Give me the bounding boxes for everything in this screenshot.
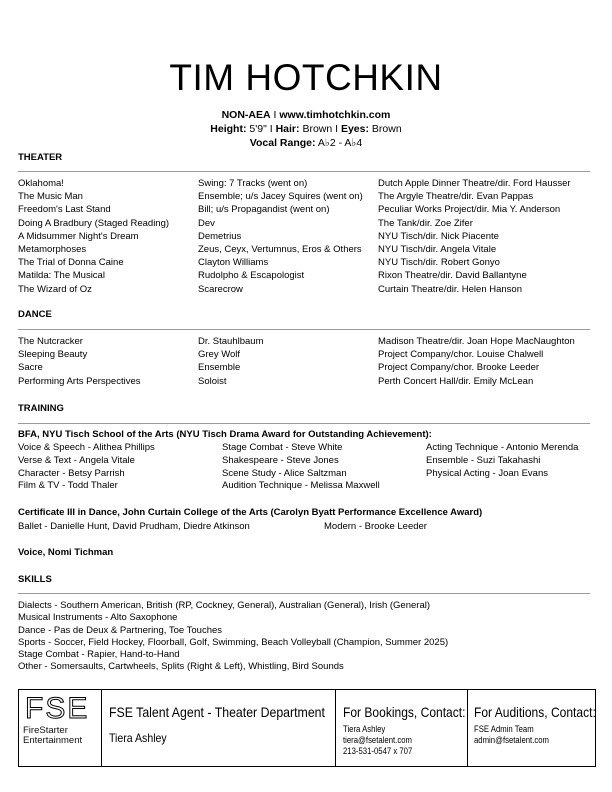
skill-line: Stage Combat - Rapier, Hand-to-Hand (18, 649, 180, 661)
height-value: 5'9" (249, 123, 267, 135)
credit-role: Ensemble (198, 362, 241, 374)
bookings-title: For Bookings, Contact: (343, 704, 466, 720)
hair-value: Brown (302, 123, 333, 135)
training-class: Acting Technique - Antonio Merenda (426, 442, 579, 453)
credit-venue: Project Company/chor. Brooke Leeder (378, 362, 540, 374)
training-class: Verse & Text - Angela Vitale (18, 454, 135, 466)
credit-venue: Project Company/chor. Louise Chalwell (378, 349, 544, 361)
actor-name: TIM HOTCHKIN (169, 57, 443, 98)
credit-row (18, 256, 598, 269)
training-class: Shakespeare - Steve Jones (222, 454, 339, 466)
credit-show: Doing A Bradbury (Staged Reading) (18, 217, 170, 229)
vocal-range-label: Vocal Range: (249, 137, 316, 149)
logo-line-1: FireStarter (23, 725, 68, 736)
credit-row (18, 190, 598, 203)
skill-line: Dance - Pas de Deux & Partnering, Toe Touches (18, 624, 223, 636)
credit-show: The Wizard of Oz (18, 283, 92, 295)
union-status: NON-AEA (221, 109, 271, 121)
credit-row (18, 335, 598, 348)
credit-show: Metamorphoses (18, 243, 87, 255)
skills-list (18, 600, 598, 674)
credit-role: Dr. Stauhlbaum (198, 336, 264, 347)
height-label: Height: (210, 123, 247, 135)
auditions-title: For Auditions, Contact: (474, 704, 596, 720)
dance-divider (18, 329, 590, 330)
training-class: Ensemble - Suzi Takahashi (426, 454, 541, 466)
credit-show: Matilda: The Musical (18, 270, 105, 282)
training-class (426, 480, 598, 493)
credit-role: Clayton Williams (198, 257, 269, 269)
credit-role: Grey Wolf (198, 349, 241, 361)
footer-divider (335, 690, 336, 766)
credit-venue: Madison Theatre/dir. Joan Hope MacNaughton (378, 336, 575, 347)
credit-venue: NYU Tisch/dir. Robert Gonyo (378, 257, 500, 269)
credit-row (18, 283, 598, 296)
training-row (18, 480, 598, 493)
credit-show: Freedom's Last Stand (18, 204, 111, 216)
cert-row (18, 520, 598, 533)
credit-role: Dev (198, 217, 215, 229)
credit-role: Scarecrow (198, 283, 243, 295)
credit-row (18, 177, 598, 190)
training-class: Scene Study - Alice Saltzman (222, 467, 347, 479)
separator: I (270, 109, 280, 121)
credit-row (18, 269, 598, 282)
credit-row (18, 348, 598, 361)
bookings-name: Tiera Ashley (343, 724, 386, 734)
credit-venue: The Argyle Theatre/dir. Evan Pappas (378, 191, 534, 203)
skill-line: Dialects - Southern American, British (RP, Cockney, General), Australian (General), Irish (General) (18, 600, 431, 611)
dance-heading: DANCE (18, 309, 52, 320)
bookings-phone[interactable]: 213-531-0547 x 707 (343, 746, 413, 756)
credit-role: Zeus, Ceyx, Vertumnus, Eros & Others (198, 243, 362, 255)
theater-divider (18, 171, 590, 172)
training-class: Character - Betsy Parrish (18, 467, 125, 479)
website-link[interactable]: www.timhotchkin.com (279, 109, 391, 121)
credit-venue: Rixon Theatre/dir. David Ballantyne (378, 270, 527, 282)
credit-venue: The Tank/dir. Zoe Zifer (378, 217, 473, 229)
credit-role: Swing: 7 Tracks (went on) (198, 178, 308, 189)
skill-line: Musical Instruments - Alto Saxophone (18, 612, 178, 624)
credit-row (18, 361, 598, 374)
credit-venue: Perth Concert Hall/dir. Emily McLean (378, 375, 534, 387)
physical-stats-line (0, 123, 612, 136)
training-row (18, 468, 598, 481)
theater-credits (18, 177, 598, 296)
credit-role: Demetrius (198, 230, 242, 242)
credit-venue: NYU Tisch/dir. Nick Piacente (378, 230, 499, 242)
credit-show: Sacre (18, 362, 43, 374)
credit-venue: Peculiar Works Project/dir. Mia Y. Anderson (378, 204, 561, 216)
bookings-email[interactable]: tiera@fsetalent.com (343, 735, 412, 745)
logo-line-2: Entertainment (23, 735, 83, 746)
voice-training: Voice, Nomi Tichman (18, 547, 114, 558)
training-heading: TRAINING (18, 403, 64, 414)
vocal-range-value: A♭2 - A♭4 (317, 137, 363, 149)
bfa-teachers (18, 442, 598, 493)
auditions-email[interactable]: admin@fsetalent.com (474, 735, 549, 745)
bfa-title: BFA, NYU Tisch School of the Arts (NYU Tisch Drama Award for Outstanding Achievement): (18, 429, 432, 440)
modern-teachers: Modern - Brooke Leeder (324, 521, 427, 532)
skill-line: Other - Somersaults, Cartwheels, Splits (Right & Left), Whistling, Bird Sounds (18, 661, 344, 673)
credit-show: Oklahoma! (18, 178, 64, 189)
footer-divider (467, 690, 468, 766)
credit-row (18, 375, 598, 388)
training-row (18, 455, 598, 468)
credit-role: Bill; u/s Propagandist (went on) (198, 204, 330, 216)
credit-show: The Music Man (18, 191, 83, 203)
cert-title: Certificate III in Dance, John Curtain College of the Arts (Carolyn Byatt Performance Excellence Award) (18, 507, 483, 518)
credit-row (18, 203, 598, 216)
credit-venue: Dutch Apple Dinner Theatre/dir. Ford Hausser (378, 178, 571, 189)
training-class: Physical Acting - Joan Evans (426, 467, 548, 479)
logo-wordmark: FSE (25, 692, 90, 725)
auditions-name: FSE Admin Team (474, 724, 534, 734)
credit-row (18, 230, 598, 243)
agent-title: FSE Talent Agent - Theater Department (109, 704, 325, 720)
skills-heading: SKILLS (18, 574, 52, 585)
eyes-value: Brown (371, 123, 402, 135)
training-row (18, 442, 598, 455)
agent-name: Tiera Ashley (109, 731, 167, 745)
training-divider (18, 423, 590, 424)
credit-show: The Nutcracker (18, 336, 83, 347)
training-class: Film & TV - Todd Thaler (18, 480, 118, 492)
credit-row (18, 217, 598, 230)
fse-logo (19, 690, 101, 766)
credit-row (18, 243, 598, 256)
credit-venue: NYU Tisch/dir. Angela Vitale (378, 243, 497, 255)
training-class: Voice & Speech - Alithea Phillips (18, 442, 155, 453)
credit-show: Sleeping Beauty (18, 349, 88, 361)
credit-show: A Midsummer Night's Dream (18, 230, 139, 242)
hair-label: Hair: (275, 123, 300, 135)
vocal-range-line (0, 137, 612, 150)
ballet-teachers: Ballet - Danielle Hunt, David Prudham, Diedre Atkinson (18, 521, 250, 532)
credit-show: The Trial of Donna Caine (18, 257, 124, 269)
agency-footer (18, 689, 596, 767)
union-website-line (0, 109, 612, 122)
training-class: Stage Combat - Steve White (222, 442, 343, 453)
eyes-label: Eyes: (340, 123, 369, 135)
credit-role: Ensemble; u/s Jacey Squires (went on) (198, 191, 363, 203)
credit-role: Rudolpho & Escapologist (198, 270, 305, 282)
credit-show: Performing Arts Perspectives (18, 375, 141, 387)
separator: I (266, 123, 276, 135)
skills-divider (18, 593, 590, 594)
cert-teachers (18, 520, 598, 533)
credit-venue: Curtain Theatre/dir. Helen Hanson (378, 283, 522, 295)
dance-credits (18, 335, 598, 388)
separator: I (332, 123, 341, 135)
credit-role: Soloist (198, 375, 227, 387)
theater-heading: THEATER (18, 152, 63, 163)
footer-divider (101, 690, 102, 766)
skill-line: Sports - Soccer, Field Hockey, Floorball, Golf, Swimming, Beach Volleyball (Champion, Summer 2025) (18, 636, 449, 648)
training-class: Audition Technique - Melissa Maxwell (222, 480, 380, 492)
